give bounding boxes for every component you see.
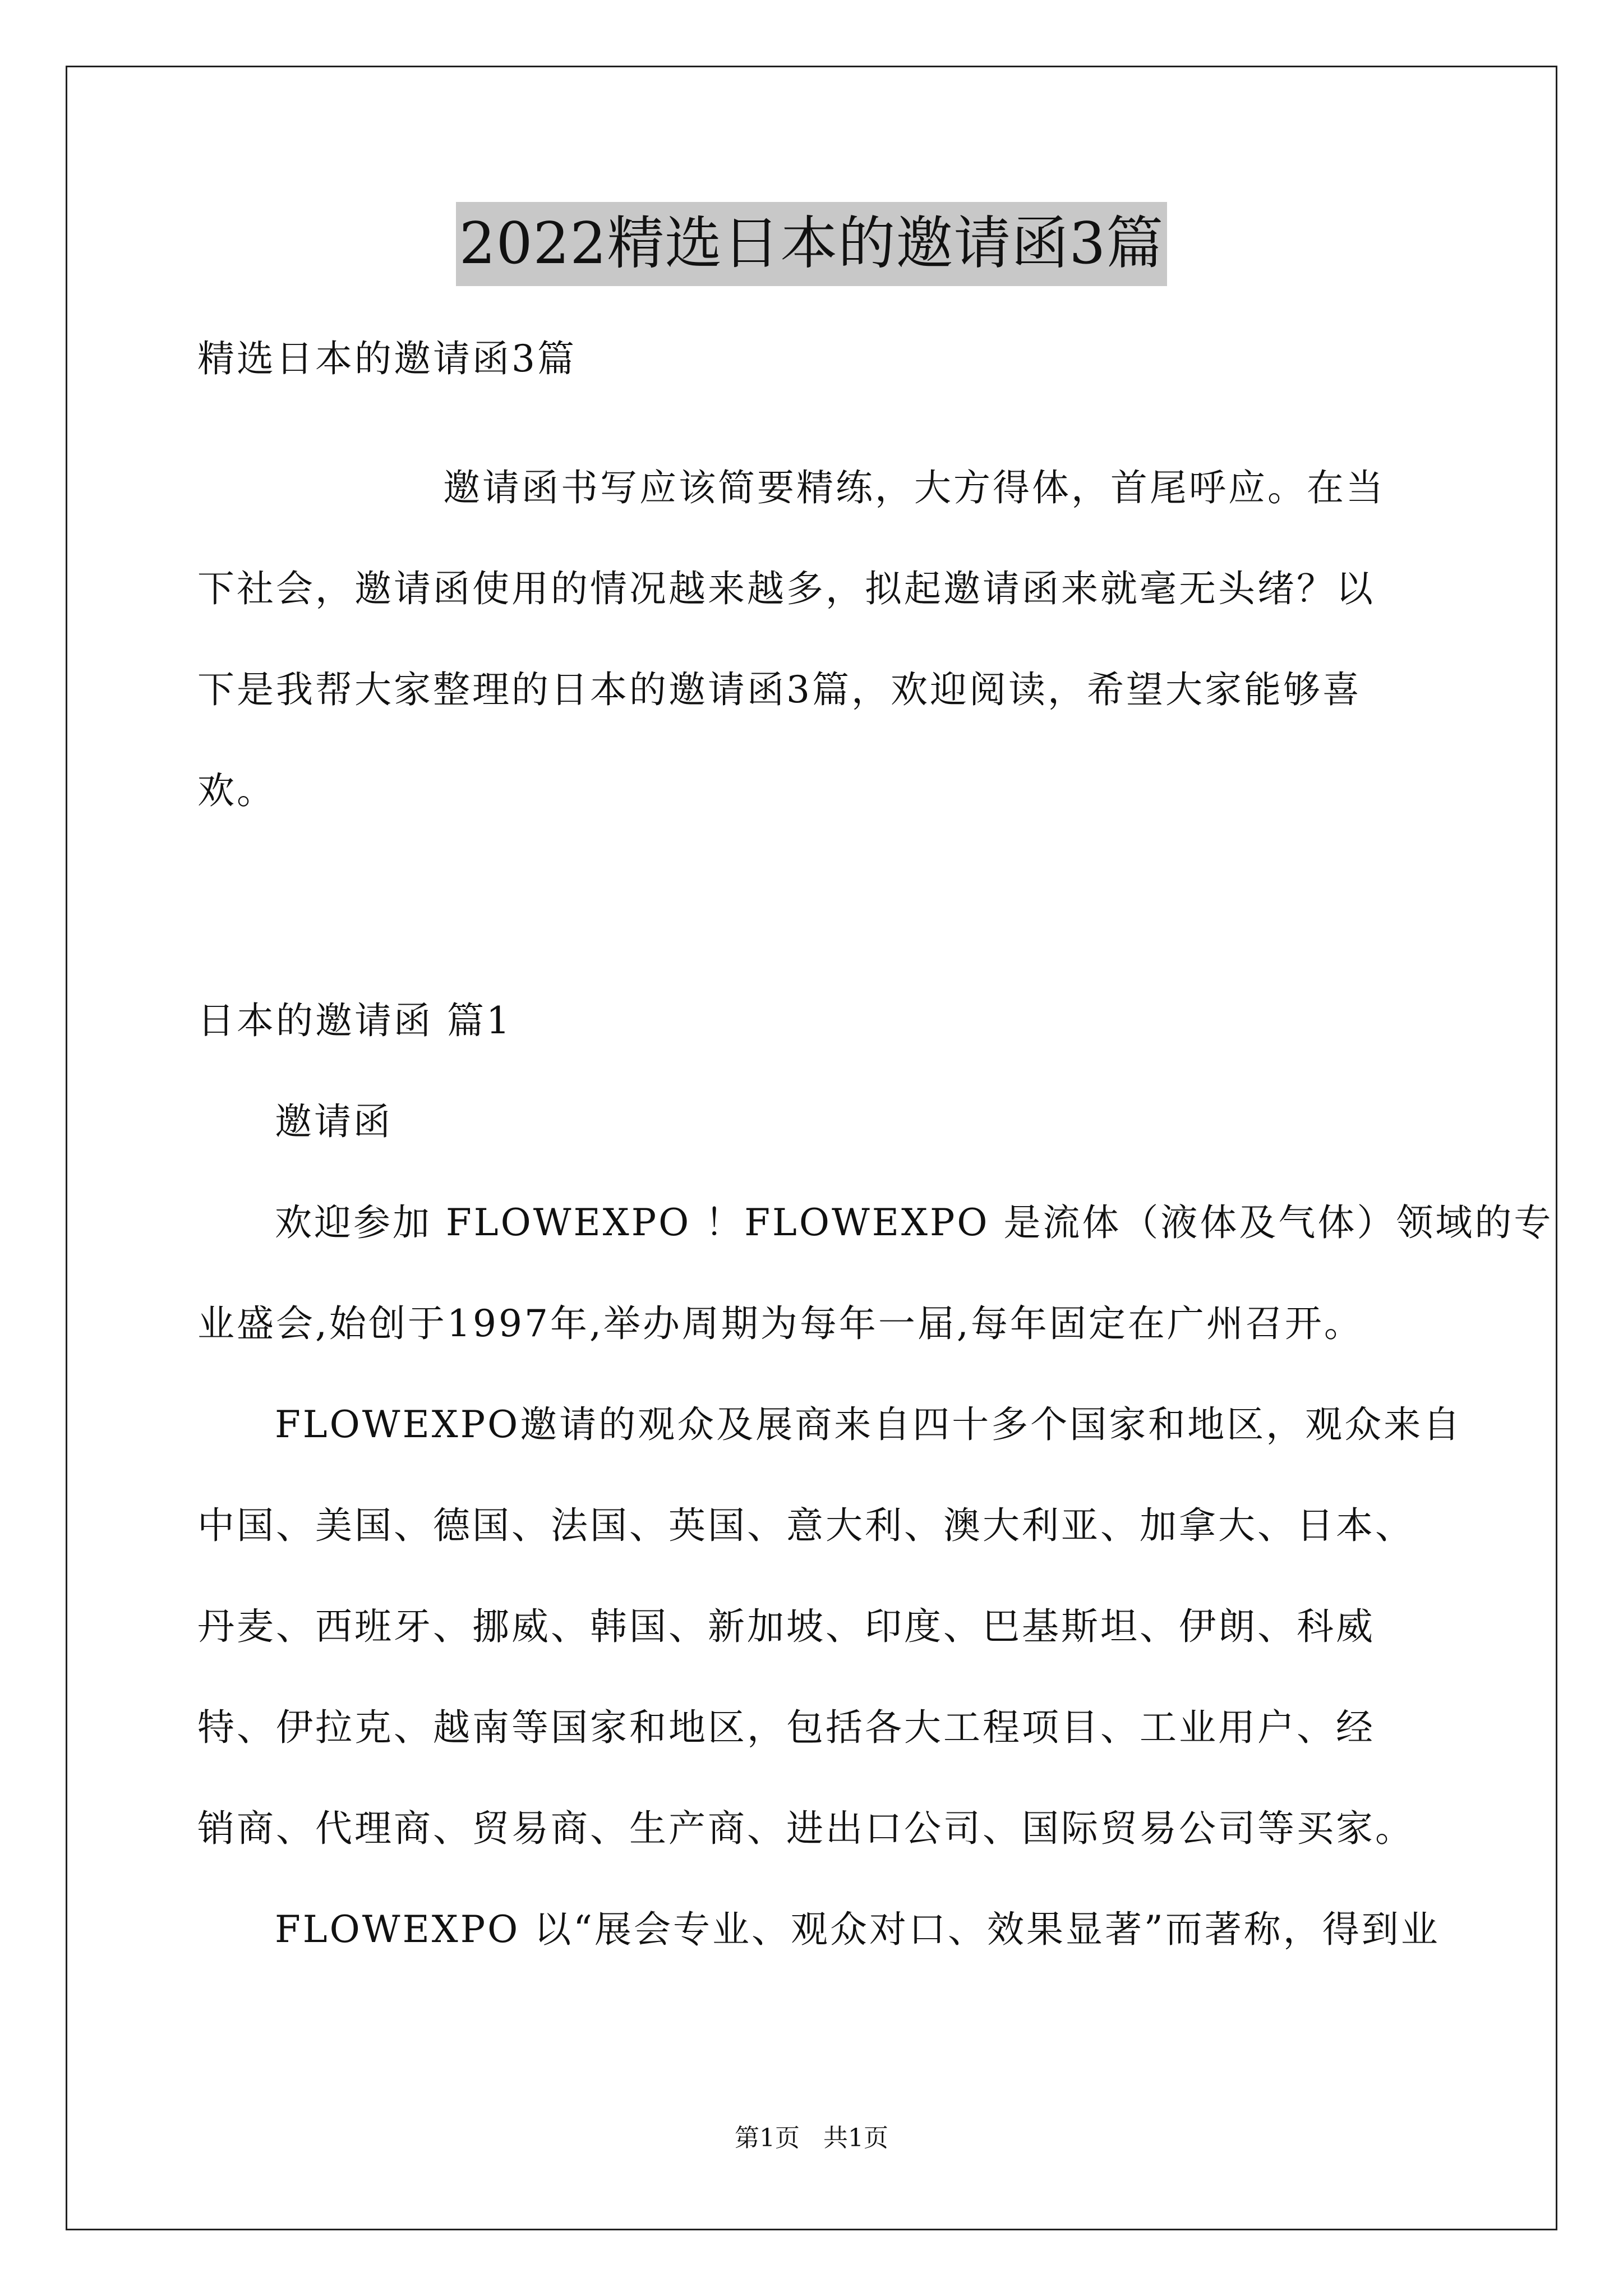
body-line-8: FLOWEXPO 以“展会专业、观众对口、效果显著”而著称，得到业 bbox=[275, 1908, 1440, 1951]
body-line-7: 销商、代理商、贸易商、生产商、进出口公司、国际贸易公司等买家。 bbox=[197, 1807, 1414, 1850]
document-title: 2022精选日本的邀请函3篇 bbox=[456, 202, 1167, 286]
intro-line-2: 下社会，邀请函使用的情况越来越多，拟起邀请函来就毫无头绪？以 bbox=[197, 567, 1375, 610]
body-line-6: 特、伊拉克、越南等国家和地区，包括各大工程项目、工业用户、经 bbox=[197, 1706, 1375, 1749]
intro-line-3: 下是我帮大家整理的日本的邀请函3篇，欢迎阅读，希望大家能够喜 bbox=[197, 668, 1362, 711]
title-container bbox=[0, 202, 1623, 286]
intro-line-4: 欢。 bbox=[197, 769, 276, 812]
subtitle: 精选日本的邀请函3篇 bbox=[197, 337, 577, 380]
body-line-5: 丹麦、西班牙、挪威、韩国、新加坡、印度、巴基斯坦、伊朗、科威 bbox=[197, 1605, 1375, 1648]
page-number: 第1页 bbox=[735, 2124, 800, 2152]
body-line-3: FLOWEXPO邀请的观众及展商来自四十多个国家和地区，观众来自 bbox=[275, 1403, 1463, 1446]
section-heading: 日本的邀请函 篇1 bbox=[197, 999, 512, 1042]
body-line-4: 中国、美国、德国、法国、英国、意大利、澳大利亚、加拿大、日本、 bbox=[197, 1504, 1414, 1547]
body-line-1: 欢迎参加 FLOWEXPO ！FLOWEXPO 是流体（液体及气体）领域的专 bbox=[275, 1201, 1553, 1244]
page-footer bbox=[0, 2122, 1623, 2155]
page-total: 共1页 bbox=[823, 2124, 888, 2152]
letter-heading: 邀请函 bbox=[275, 1100, 393, 1143]
intro-line-1: 邀请函书写应该简要精练，大方得体，首尾呼应。在当 bbox=[443, 466, 1385, 509]
body-line-2: 业盛会,始创于1997年,举办周期为每年一届,每年固定在广州召开。 bbox=[197, 1302, 1363, 1345]
